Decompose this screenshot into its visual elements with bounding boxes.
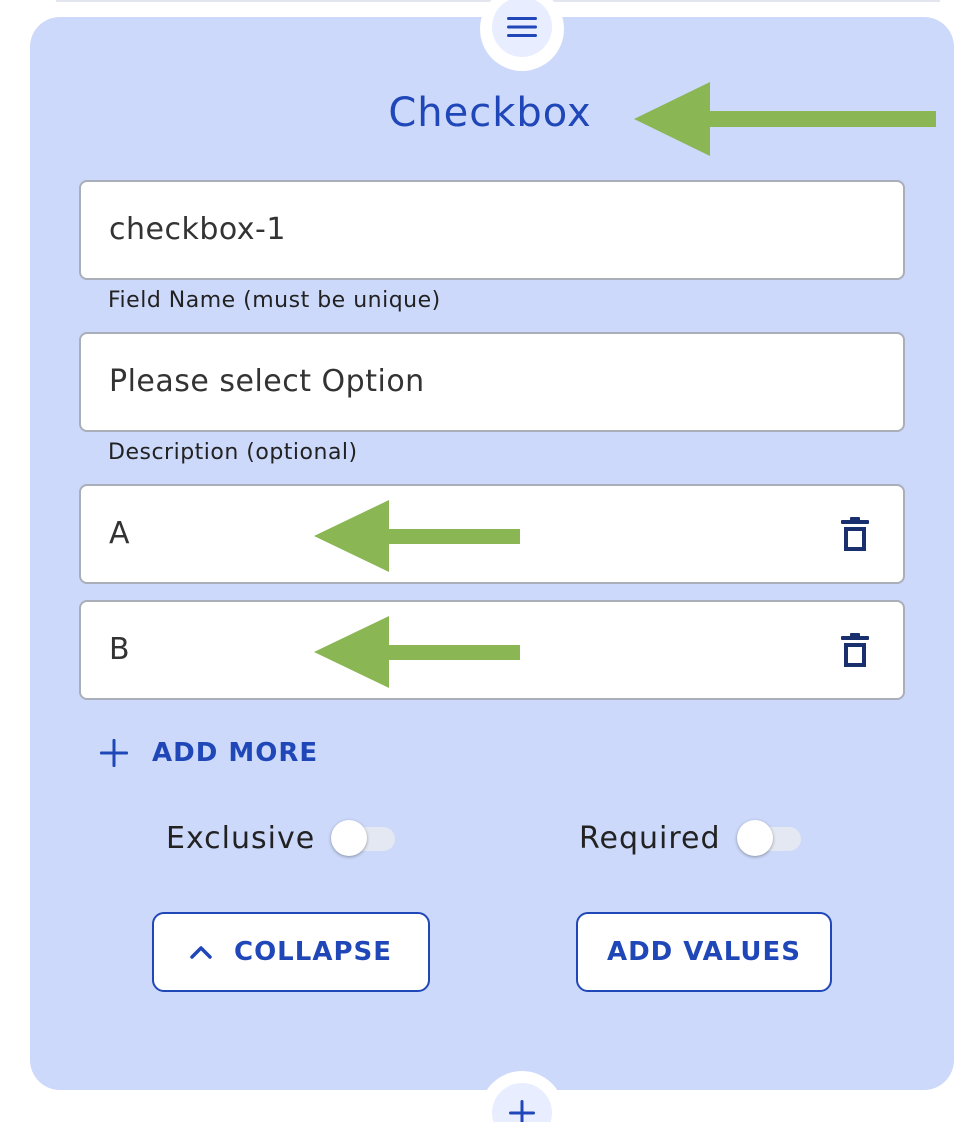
trash-icon[interactable] — [841, 517, 869, 553]
add-field-button-inner[interactable] — [492, 1083, 552, 1122]
add-more-button[interactable] — [100, 738, 318, 768]
required-toggle[interactable] — [737, 818, 801, 858]
plus-icon — [100, 739, 128, 767]
collapse-label: COLLAPSE — [234, 937, 392, 967]
menu-icon — [507, 15, 537, 39]
exclusive-toggle-group — [166, 818, 395, 858]
exclusive-label: Exclusive — [166, 820, 316, 856]
annotation-arrow-option-b — [314, 614, 522, 690]
collapse-button[interactable] — [152, 912, 430, 992]
toggle-knob — [737, 820, 773, 856]
description-input[interactable] — [79, 332, 905, 432]
trash-icon[interactable] — [841, 633, 869, 669]
field-name-helper: Field Name (must be unique) — [108, 288, 441, 313]
drag-handle[interactable] — [480, 0, 564, 71]
add-values-label: ADD VALUES — [606, 937, 802, 967]
field-name-input[interactable] — [79, 180, 905, 280]
field-name-value: checkbox-1 — [109, 212, 286, 247]
annotation-arrow-option-a — [314, 498, 522, 574]
toggle-knob — [331, 820, 367, 856]
add-field-button[interactable] — [480, 1071, 564, 1122]
chevron-up-icon — [190, 945, 212, 959]
field-type-title: Checkbox — [388, 90, 592, 136]
description-value: Please select Option — [109, 364, 425, 399]
option-value: B — [109, 632, 131, 667]
add-more-label: ADD MORE — [152, 738, 319, 768]
drag-handle-inner[interactable] — [492, 0, 552, 57]
add-values-button[interactable] — [576, 912, 832, 992]
required-toggle-group — [579, 818, 801, 858]
option-value: A — [109, 516, 131, 551]
description-helper: Description (optional) — [108, 440, 358, 465]
annotation-arrow-title — [634, 80, 938, 158]
plus-icon — [509, 1100, 535, 1122]
exclusive-toggle[interactable] — [331, 818, 395, 858]
required-label: Required — [579, 820, 721, 856]
